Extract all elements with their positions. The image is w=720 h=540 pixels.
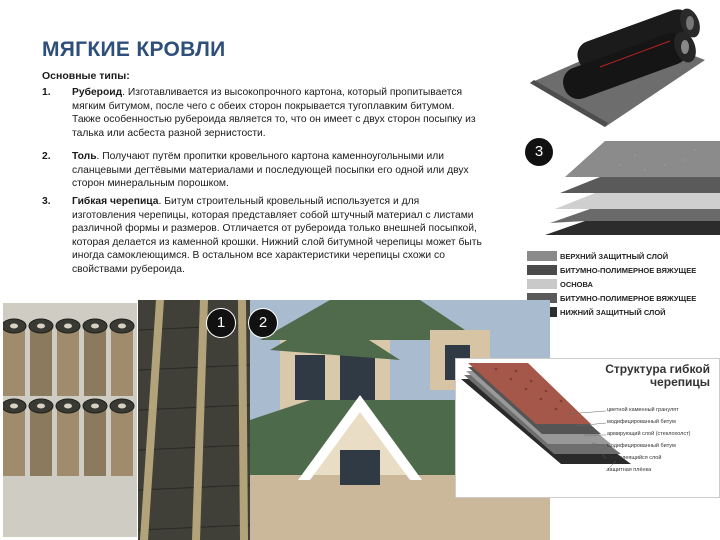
- rolls-stack-photo: [0, 300, 140, 540]
- roll-body: [57, 406, 79, 476]
- item-name: Гибкая черепица: [72, 196, 159, 207]
- roll-body: [84, 326, 106, 396]
- roll-photo: [520, 5, 718, 130]
- roll-body: [30, 326, 52, 396]
- slide-title: МЯГКИЕ КРОВЛИ: [42, 38, 226, 61]
- layer-label-binder-2: БИТУМНО-ПОЛИМЕРНОЕ ВЯЖУЩЕЕ: [560, 294, 697, 303]
- roll-core: [64, 324, 72, 329]
- list-item-shingle: [42, 195, 482, 277]
- shingle-label-film: защитная плёнка: [607, 467, 652, 473]
- layer-swatch-top: [527, 251, 557, 261]
- roof-battens-photo: [138, 300, 250, 540]
- shingle-label-bitumen-2: модифицированный битум: [607, 443, 676, 449]
- shingle-label-reinforcement: армирующий слой (стеклохолст): [607, 431, 691, 437]
- item-number: 3.: [42, 196, 51, 207]
- layer-label-binder-1: БИТУМНО-ПОЛИМЕРНОЕ ВЯЖУЩЕЕ: [560, 266, 697, 275]
- layers-illustration: [545, 135, 720, 240]
- roll-core: [91, 324, 99, 329]
- roll-body: [57, 326, 79, 396]
- shingle-label-adhesive: самоклеящийся слой: [607, 455, 662, 461]
- item-text: . Битум строительный кровельный используется и для изготовления черепицы, которая представляет собой штучный материал с листами различной формы и размеров. Отличается от рубероида только внешней посыпкой, которая делается из каменной крошки. Нижний слой битумной черепицы может быть иногда самоклеющимся. В остальном все характеристики черепицы схожи со свойствами рубероида.: [72, 196, 482, 275]
- layer-swatch-base: [527, 279, 557, 289]
- roll-core: [10, 404, 18, 409]
- item-number: 1.: [42, 87, 51, 98]
- badge-1: 1: [206, 308, 236, 338]
- list-item-tol: [42, 150, 482, 191]
- layer-label-base: ОСНОВА: [560, 280, 593, 289]
- roll-body: [30, 406, 52, 476]
- layer-swatch-binder-1: [527, 265, 557, 275]
- layer-label-bottom: НИЖНИЙ ЗАЩИТНЫЙ СЛОЙ: [560, 308, 666, 317]
- layer-label-top: ВЕРХНИЙ ЗАЩИТНЫЙ СЛОЙ: [560, 252, 669, 261]
- item-name: Рубероид: [72, 87, 123, 98]
- item-name: Толь: [72, 151, 97, 162]
- roll-core: [37, 324, 45, 329]
- shingle-label-bitumen-1: модифицированный битум: [607, 419, 676, 425]
- shingle-label-granules: цветной каменный гранулят: [607, 407, 679, 413]
- roll-body: [84, 406, 106, 476]
- item-text: . Изготавливается из высокопрочного картона, который пропитывается мягким битумом, после чего с обеих сторон покрывается тугоплавким битумом. Также особенностью рубероида является то, что он имеет с двух сторон посыпку из талька или асбеста разной зернистости.: [72, 87, 476, 139]
- shingle-diagram-title: [590, 363, 710, 389]
- shingle-title-line1: Структура гибкой: [605, 362, 710, 376]
- roll-core: [10, 324, 18, 329]
- item-text: . Получают путём пропитки кровельного картона каменноугольными или сланцевыми дегтёвыми материалами и последующей посыпки его одной или двух сторон минеральным порошком.: [72, 151, 469, 190]
- roll-body: [3, 326, 25, 396]
- roll-core: [37, 404, 45, 409]
- badge-3: 3: [524, 137, 554, 167]
- list-item-ruberoid: [42, 86, 482, 140]
- roll-body: [3, 406, 25, 476]
- roll-core: [118, 404, 126, 409]
- badge-2: 2: [248, 308, 278, 338]
- roll-body: [111, 406, 133, 476]
- item-number: 2.: [42, 151, 51, 162]
- roll-core: [118, 324, 126, 329]
- roll-body: [111, 326, 133, 396]
- types-heading: Основные типы:: [42, 70, 130, 82]
- roll-core: [64, 404, 72, 409]
- shingle-title-line2: черепицы: [650, 375, 710, 389]
- roll-core: [91, 404, 99, 409]
